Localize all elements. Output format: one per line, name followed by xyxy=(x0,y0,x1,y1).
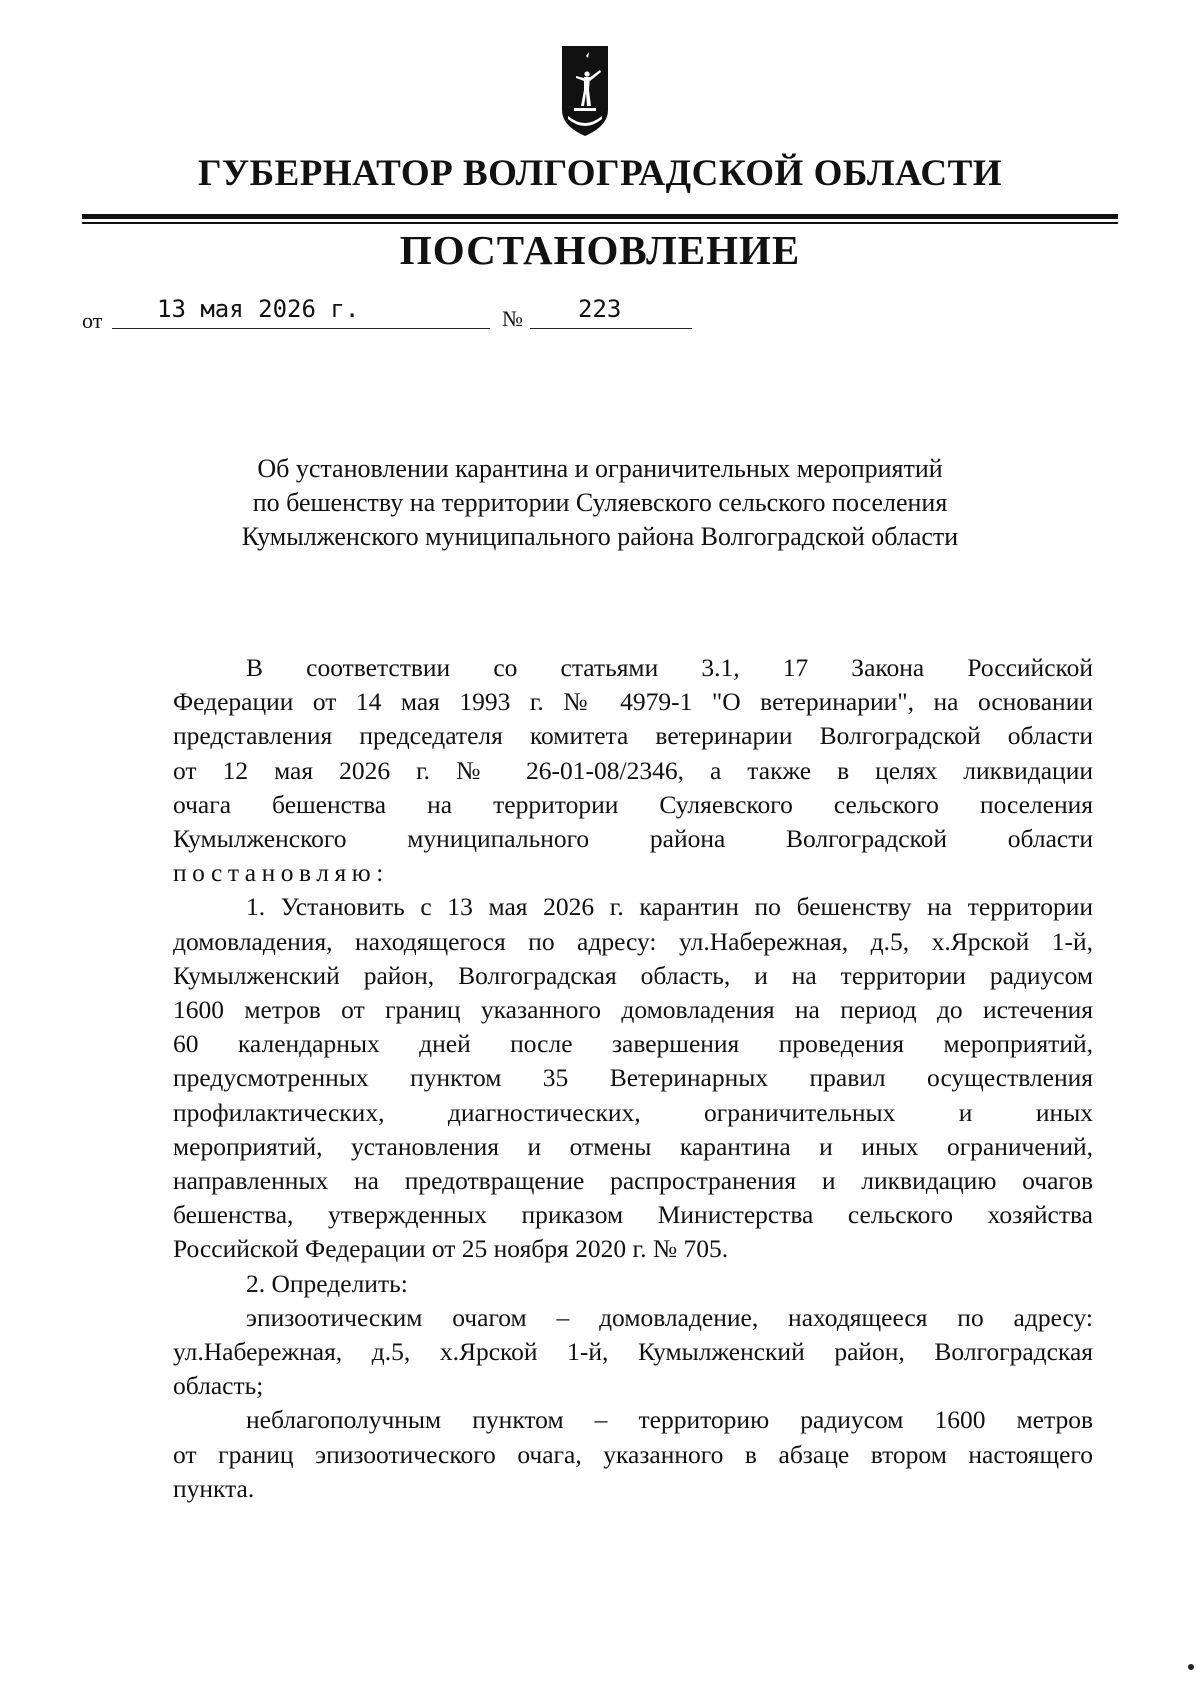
document-subject xyxy=(0,452,1200,554)
number-underline xyxy=(530,328,692,329)
subject-line: Кумылженского муниципального района Волгоградской области xyxy=(241,522,959,551)
header-rule-thin xyxy=(82,222,1118,224)
document-body xyxy=(173,651,1093,1506)
subject-line: по бешенству на территории Суляевского сельского поселения xyxy=(252,488,948,517)
body-line: направленных на предотвращение распространения и ликвидацию очагов xyxy=(173,1166,1093,1196)
subject-line: Об установлении карантина и ограничительных мероприятий xyxy=(257,454,943,483)
header-rule-thick xyxy=(82,214,1118,219)
issuing-authority: ГУБЕРНАТОР ВОЛГОГРАДСКОЙ ОБЛАСТИ xyxy=(197,153,1003,194)
body-line: Кумылженского муниципального района Волгоградской области xyxy=(173,824,1093,854)
document-number: 223 xyxy=(578,295,622,323)
body-line: пункта. xyxy=(173,1473,255,1503)
body-line: от 12 мая 2026 г. № 26-01-08/2346, а также в целях ликвидации xyxy=(173,755,1093,785)
body-line: Федерации от 14 мая 1993 г. № 4979-1 "О ветеринарии", на основании xyxy=(173,687,1093,717)
body-line: ул.Набережная, д.5, х.Ярской 1-й, Кумылженский район, Волгоградская xyxy=(173,1337,1093,1367)
body-line: Российской Федерации от 25 ноября 2020 г. № 705. xyxy=(173,1234,729,1264)
body-line: очага бешенства на территории Суляевского сельского поселения xyxy=(173,789,1093,819)
document-type: ПОСТАНОВЛЕНИЕ xyxy=(399,227,801,273)
body-line: Кумылженский район, Волгоградская область, и на территории радиусом xyxy=(173,960,1093,990)
decree-word: постановляю: xyxy=(173,858,389,888)
body-line: 1. Установить с 13 мая 2026 г. карантин по бешенству на территории xyxy=(246,892,1093,922)
body-line: неблагополучным пунктом – территорию радиусом 1600 метров xyxy=(246,1405,1093,1435)
coat-of-arms-emblem xyxy=(562,46,608,138)
body-line: мероприятий, установления и отмены карантина и иных ограничений, xyxy=(173,1131,1093,1161)
body-line: В соответствии со статьями 3.1, 17 Закона Российской xyxy=(246,653,1093,682)
body-line: 1600 метров от границ указанного домовладения на период до истечения xyxy=(173,995,1093,1025)
body-line: 60 календарных дней после завершения проведения мероприятий, xyxy=(173,1029,1093,1059)
body-line: представления председателя комитета ветеринарии Волгоградской области xyxy=(173,721,1093,751)
body-line: 2. Определить: xyxy=(246,1268,408,1298)
body-line: предусмотренных пунктом 35 Ветеринарных правил осуществления xyxy=(173,1063,1093,1093)
scan-mark xyxy=(1188,1664,1194,1670)
body-line: профилактических, диагностических, ограничительных и иных xyxy=(173,1097,1093,1127)
body-line: эпизоотическим очагом – домовладение, находящееся по адресу: xyxy=(246,1302,1093,1332)
number-label: № xyxy=(502,306,523,331)
body-line: домовладения, находящегося по адресу: ул.Набережная, д.5, х.Ярской 1-й, xyxy=(173,926,1093,956)
body-line: область; xyxy=(173,1371,264,1401)
date-underline xyxy=(112,328,490,329)
date-label: от xyxy=(82,308,103,333)
document-date: 13 мая 2026 г. xyxy=(157,295,360,323)
body-line: бешенства, утвержденных приказом Министерства сельского хозяйства xyxy=(173,1200,1093,1230)
body-line: от границ эпизоотического очага, указанного в абзаце втором настоящего xyxy=(173,1439,1093,1469)
